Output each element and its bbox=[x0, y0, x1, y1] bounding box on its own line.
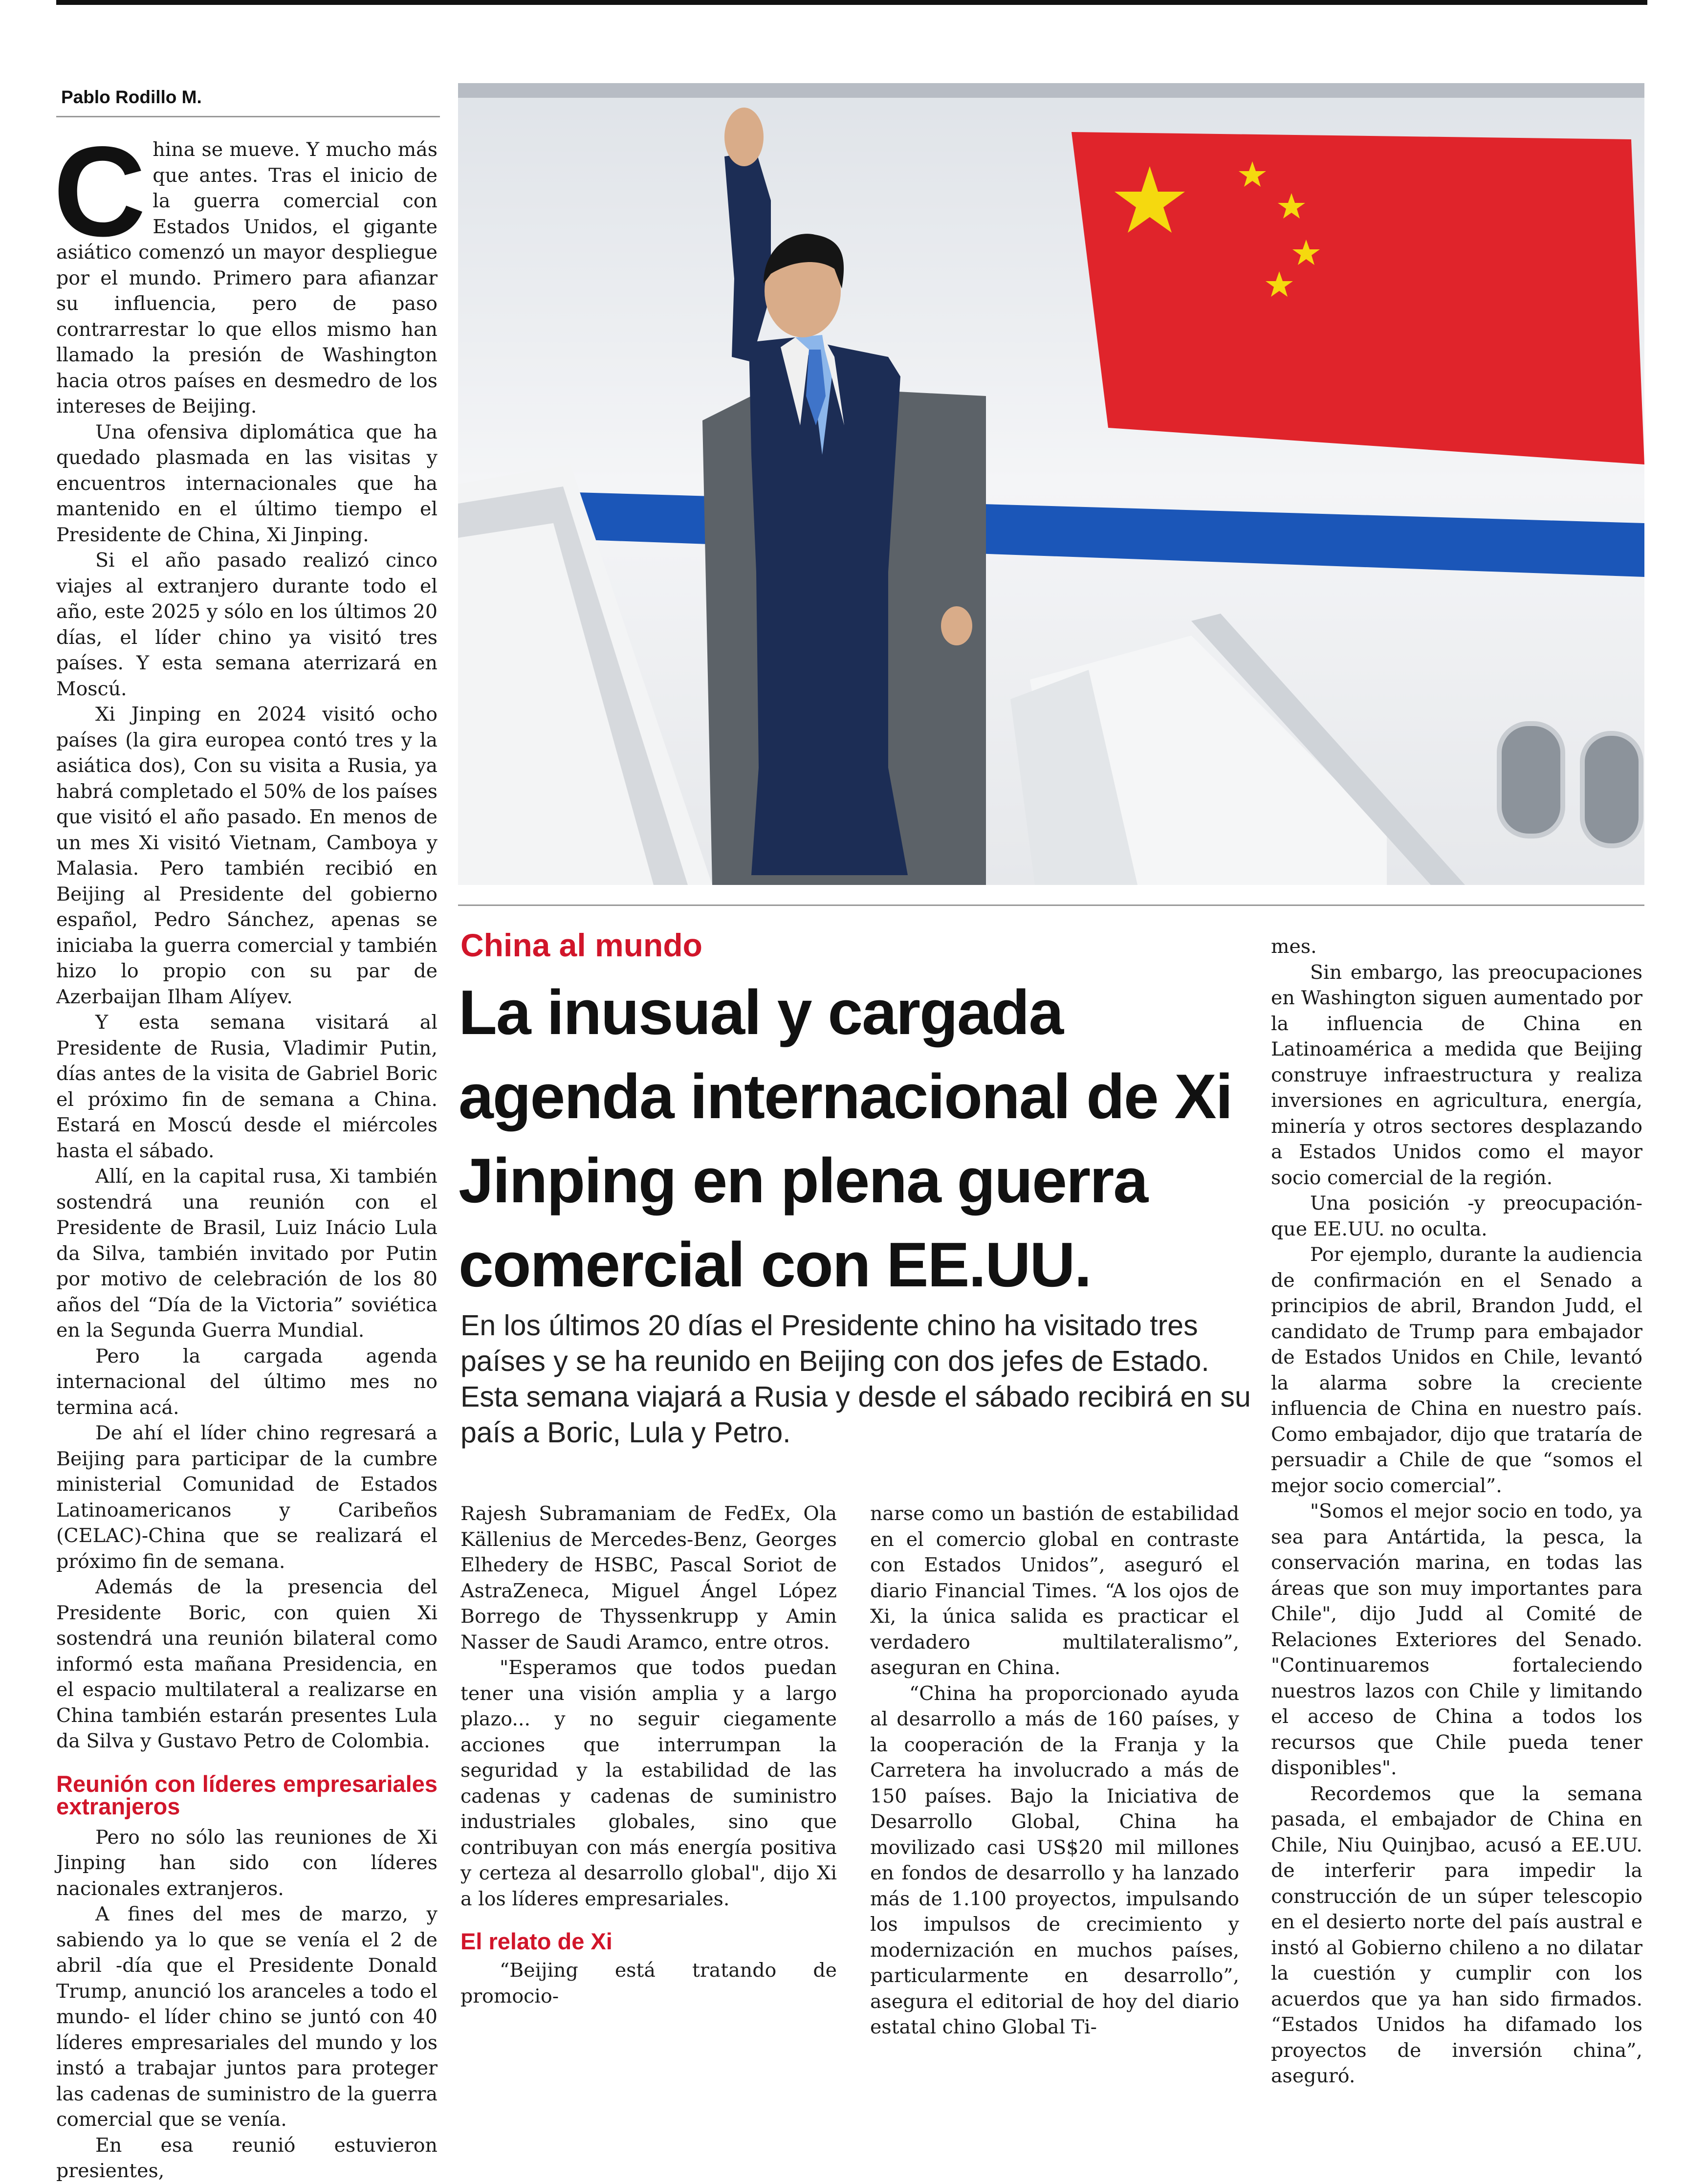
paragraph: Una ofensiva diplomática que ha quedado plasmada en las visitas y encuentros internacionales que ha mantenido en el último tiempo el Presidente de China, Xi Jinping. bbox=[56, 420, 437, 546]
article-dek: En los últimos 20 días el Presidente chino ha visitado tres países y se ha reunido en Beijing con dos jefes de Estado. Esta semana viajará a Rusia y desde el sábado recibirá en su país a Boric, Lula y Petro. bbox=[460, 1309, 1251, 1449]
paragraph: Sin embargo, las preocupaciones en Washington siguen aumentado por la influencia de China en Latinoamérica a medida que Beijing construye infraestructura y realiza inversiones en agricultura, energía, minería y otros sectores desplazando a Estados Unidos como el mayor socio comercial de la región. bbox=[1271, 961, 1642, 1189]
paragraph: Pero la cargada agenda internacional del último mes no termina acá. bbox=[56, 1345, 437, 1419]
paragraph: Y esta semana visitará al Presidente de Rusia, Vladimir Putin, días antes de la visita de Gabriel Boric el próximo fin de semana a China. Estará en Moscú desde el miércoles hasta el sábado. bbox=[56, 1011, 437, 1162]
paragraph: Allí, en la capital rusa, Xi también sostendrá una reunión con el Presidente de Brasil, Luiz Inácio Lula da Silva, también invitado por Putin por motivo de celebración de los 80 años del “Día de la Victoria” soviética en la Segunda Guerra Mundial. bbox=[56, 1165, 437, 1342]
paragraph: En esa reunió estuvieron presientes, bbox=[56, 2134, 437, 2182]
article-headline: La inusual y cargada agenda internacional de Xi Jinping en plena guerra comercial con EE.UU. bbox=[459, 977, 1232, 1300]
paragraph: Pero no sólo las reuniones de Xi Jinping han sido con líderes nacionales extranjeros. bbox=[56, 1826, 437, 1900]
paragraph: Por ejemplo, durante la audiencia de confirmación en el Senado a principios de abril, Brandon Judd, el candidato de Trump para embajador de Estados Unidos en Chile, levantó la alarma sobre la creciente influencia de China en nuestro país. Como embajador, dijo que trataría de persuadir a Chile de que “somos el mejor socio comercial”. bbox=[1271, 1243, 1642, 1497]
paragraph: mes. bbox=[1271, 935, 1317, 958]
paragraph: Si el año pasado realizó cinco viajes al extranjero durante todo el año, este 2025 y sólo en los últimos 20 días, el líder chino ya visitó tres países. Y esta semana aterrizará en Moscú. bbox=[56, 549, 437, 700]
photo-of-leader-waving-from-airplane-stairs-icon bbox=[458, 83, 1644, 885]
paragraph: A fines del mes de marzo, y sabiendo ya lo que se venía el 2 de abril -día que el Presidente Donald Trump, anunció los aranceles a todo el mundo- el líder chino se juntó con 40 líderes empresariales del mundo y los instó a trabajar juntos para proteger las cadenas de suministro de la guerra comercial que se venía. bbox=[56, 1903, 437, 2131]
article-column-1 bbox=[53, 120, 437, 2184]
paragraph: Una posición -y preocupación- que EE.UU. no oculta. bbox=[1271, 1192, 1642, 1240]
top-rule bbox=[56, 0, 1647, 5]
photo-divider bbox=[458, 904, 1644, 906]
paragraph: De ahí el líder chino regresará a Beijing para participar de la cumbre ministerial Comunidad de Estados Latinoamericanos y Caribeños (CELAC)-China que se realizará el próximo fin de semana. bbox=[56, 1422, 437, 1573]
paragraph: narse como un bastión de estabilidad en el comercio global en contraste con Estados Unidos”, aseguró el diario Financial Times. “A los ojos de Xi, la única salida es practicar el verdadero multilateralismo”, aseguran en China. bbox=[870, 1502, 1239, 1679]
article-column-2 bbox=[460, 1501, 837, 2009]
section-kicker: China al mundo bbox=[460, 927, 702, 963]
paragraph: “China ha proporcionado ayuda al desarrollo a más de 160 países, y la cooperación de la Franja y la Carretera ha involucrado a más de 150 países. Bajo la Iniciativa de Desarrollo Global, China ha movilizado casi US$20 mil millones en fondos de desarrollo y ha lanzado más de 1.100 proyectos, impulsando los impulsos de crecimiento y modernización en muchos países, particularmente en desarrollo”, asegura el editorial de hoy del diario estatal chino Global Ti- bbox=[870, 1682, 1239, 2038]
section-subhead: Reunión con líderes empresariales extranjeros bbox=[56, 1770, 437, 1819]
paragraph: Xi Jinping en 2024 visitó ocho países (la gira europea contó tres y la asiática dos), Con su visita a Rusia, ya habrá completado el 50% de los países que visitó el año pasado. En menos de un mes Xi visitó Vietnam, Camboya y Malasia. Pero también recibió en Beijing al Presidente del gobierno español, Pedro Sánchez, apenas se iniciaba la guerra comercial y también hizo lo propio con su par de Azerbaijan Ilham Alíyev. bbox=[56, 703, 437, 1008]
section-subhead: El relato de Xi bbox=[460, 1928, 612, 1954]
lead-photo bbox=[458, 83, 1644, 885]
byline-divider bbox=[56, 116, 440, 117]
paragraph: "Somos el mejor socio en todo, ya sea para Antártida, la pesca, la conservación marina, en todas las áreas que son muy importantes para Chile", dijo Judd al Comité de Relaciones Exteriores del Senado. "Continuaremos fortaleciendo nuestros lazos con Chile y limitando el acceso de China a todos los recursos que Chile pueda tener disponibles". bbox=[1271, 1500, 1642, 1779]
paragraph: Recordemos que la semana pasada, el embajador de China en Chile, Niu Quinjbao, acusó a EE.UU. de interferir para impedir la construcción de un súper telescopio en el desierto norte del país austral e instó al Gobierno chileno a no dilatar la cuestión y cumplir con los acuerdos que ya han sido firmados. “Estados Unidos ha difamado los proyectos de inversión china”, aseguró. bbox=[1271, 1782, 1642, 2087]
byline: Pablo Rodillo M. bbox=[61, 87, 202, 107]
article-column-4 bbox=[1271, 934, 1642, 2089]
paragraph: "Esperamos que todos puedan tener una visión amplia y a largo plazo... y no seguir ciegamente acciones que interrumpan la seguridad y la estabilidad de las cadenas y cadenas de suministro industriales globales, sino que contribuyan con más energía positiva y certeza al desarrollo global", dijo Xi a los líderes empresariales. bbox=[460, 1656, 837, 1910]
lead-paragraph: China se mueve. Y mucho más que antes. Tras el inicio de la guerra comercial con Estados Unidos, el gigante asiático comenzó un mayor despliegue por el mundo. Primero para afianzar su influencia, pero de paso contrarrestar lo que ellos mismo han llamado la presión de Washington hacia otros países en desmedro de los intereses de Beijing. bbox=[53, 120, 437, 418]
paragraph: Rajesh Subramaniam de FedEx, Ola Källenius de Mercedes-Benz, Georges Elhedery de HSBC, Pascal Soriot de AstraZeneca, Miguel Ángel López Borrego de Thyssenkrupp y Amin Nasser de Saudi Aramco, entre otros. bbox=[460, 1502, 837, 1654]
paragraph: “Beijing está tratando de promocio- bbox=[460, 1959, 837, 2008]
paragraph: Además de la presencia del Presidente Boric, con quien Xi sostendrá una reunión bilateral como informó esta mañana Presidencia, en el espacio multilateral a realizarse en China también estarán presentes Lula da Silva y Gustavo Petro de Colombia. bbox=[56, 1576, 437, 1752]
article-column-3 bbox=[870, 1501, 1239, 2040]
drop-cap: C bbox=[53, 120, 146, 263]
